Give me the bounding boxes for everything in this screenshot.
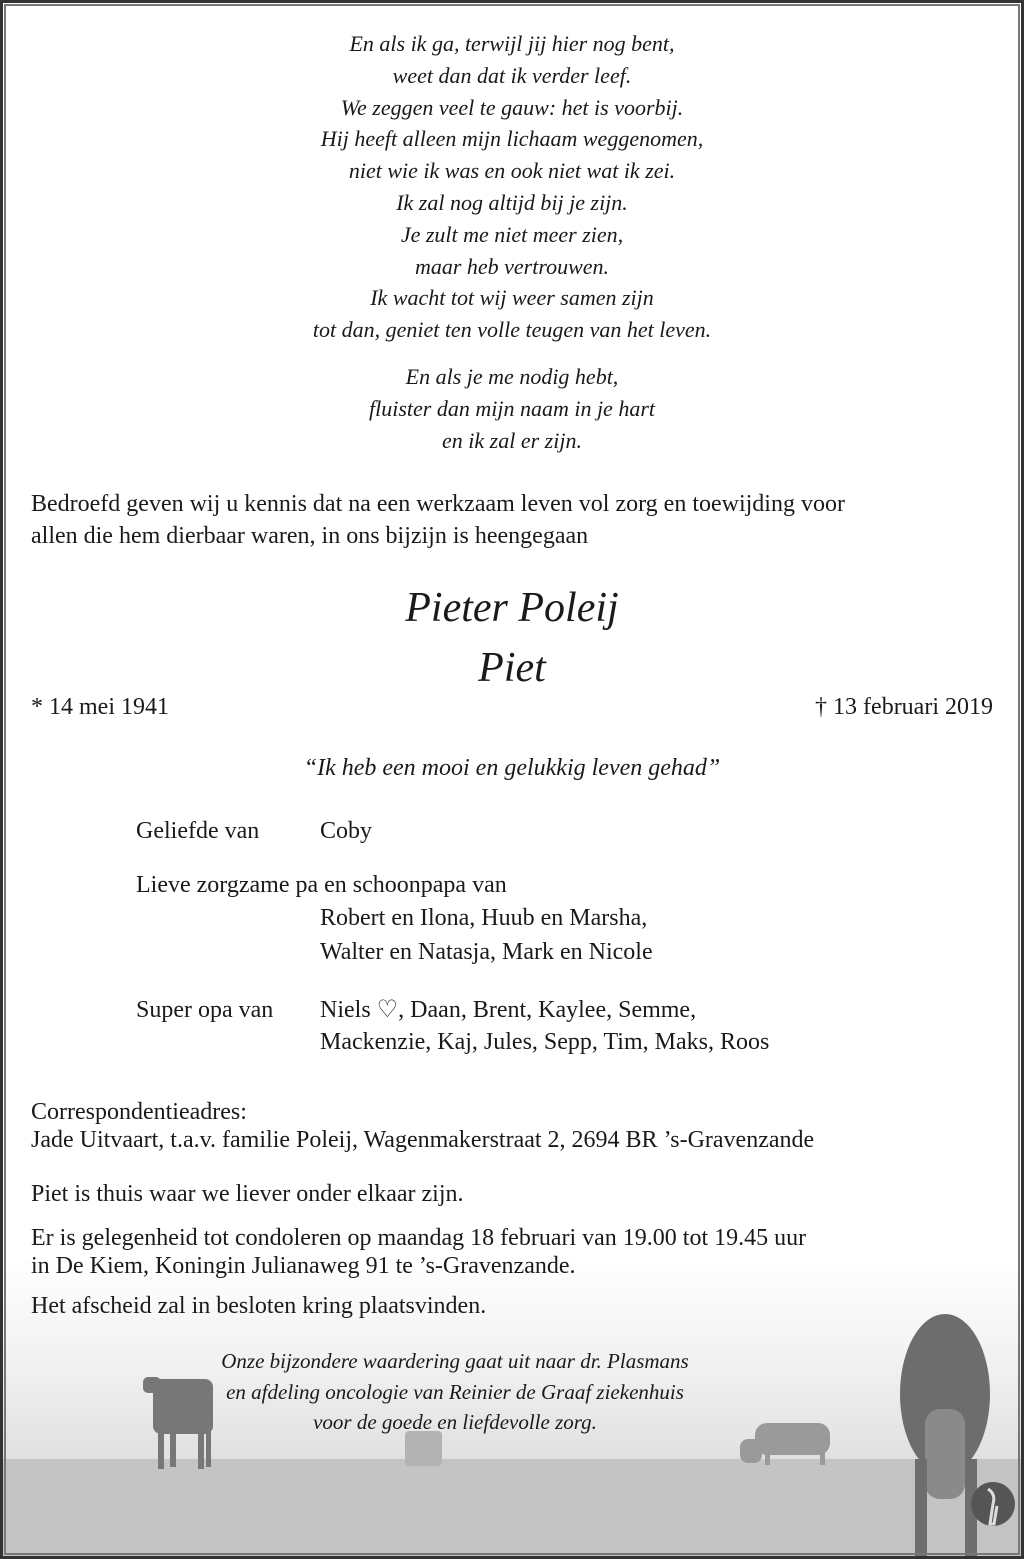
announcement — [31, 488, 1001, 552]
poem-line: en ik zal er zijn. — [442, 427, 582, 453]
poem-line: maar heb vertrouwen. — [414, 253, 610, 279]
poem-stanza-2 — [0, 361, 1024, 456]
relation-names: Coby — [320, 818, 373, 844]
notice: in De Kiem, Koningin Julianaweg 91 te ’s-Gravenzande. — [31, 1253, 576, 1279]
thanks-note — [0, 1346, 910, 1438]
notice: Het afscheid zal in besloten kring plaatsvinden. — [31, 1293, 487, 1319]
thanks-line: en afdeling oncologie van Reinier de Graaf ziekenhuis — [226, 1379, 684, 1404]
poem-line: Ik zal nog altijd bij je zijn. — [396, 189, 628, 215]
poem-stanza-1 — [0, 28, 1024, 346]
birth-date: * 14 mei 1941 — [31, 694, 169, 720]
quote: “Ik heb een mooi en gelukkig leven gehad” — [303, 755, 721, 781]
notice: Er is gelegenheid tot condoleren op maandag 18 februari van 19.00 tot 19.45 uur — [31, 1225, 807, 1251]
deceased-name: Pieter Poleij — [405, 585, 619, 631]
relation-label: Super opa van — [136, 997, 274, 1023]
thanks-line: Onze bijzondere waardering gaat uit naar dr. Plasmans — [221, 1349, 689, 1373]
poem-line: tot dan, geniet ten volle teugen van het leven. — [312, 317, 712, 343]
relation-names: Mackenzie, Kaj, Jules, Sepp, Tim, Maks, Roos — [320, 1029, 770, 1055]
correspondence-address: Jade Uitvaart, t.a.v. familie Poleij, Wagenmakerstraat 2, 2694 BR ’s-Gravenzande — [31, 1127, 815, 1153]
notice: Piet is thuis waar we liever onder elkaar zijn. — [31, 1181, 464, 1207]
announcement-line: Bedroefd geven wij u kennis dat na een werkzaam leven vol zorg en toewijding voor — [31, 491, 845, 517]
poem-line: weet dan dat ik verder leef. — [392, 62, 632, 88]
death-date: † 13 februari 2019 — [815, 694, 993, 720]
relation-names: Walter en Natasja, Mark en Nicole — [320, 939, 653, 965]
poem-line: fluister dan mijn naam in je hart — [369, 395, 655, 421]
relation-label: Lieve zorgzame pa en schoonpapa van — [136, 872, 507, 898]
poem-line: En als ik ga, terwijl jij hier nog bent, — [349, 31, 675, 56]
poem-line: Ik wacht tot wij weer samen zijn — [370, 285, 654, 311]
grass-field — [0, 1459, 1024, 1559]
thanks-line: voor de goede en liefdevolle zorg. — [313, 1410, 597, 1434]
poem-line: En als je me nodig hebt, — [405, 364, 619, 389]
correspondence-label: Correspondentieadres: — [31, 1099, 247, 1125]
poem-line: Je zult me niet meer zien, — [400, 221, 624, 247]
relation-label: Geliefde van — [136, 818, 260, 844]
announcement-line: allen die hem dierbaar waren, in ons bijzijn is heengegaan — [31, 523, 589, 549]
poem-line: niet wie ik was en ook niet wat ik zei. — [348, 158, 676, 184]
poem-line: We zeggen veel te gauw: het is voorbij. — [340, 94, 684, 120]
deceased-nickname: Piet — [478, 645, 546, 691]
poem-line: Hij heeft alleen mijn lichaam weggenomen, — [320, 126, 704, 152]
relation-names: Robert en Ilona, Huub en Marsha, — [320, 905, 648, 931]
relation-names: Niels ♡, Daan, Brent, Kaylee, Semme, — [320, 997, 697, 1023]
